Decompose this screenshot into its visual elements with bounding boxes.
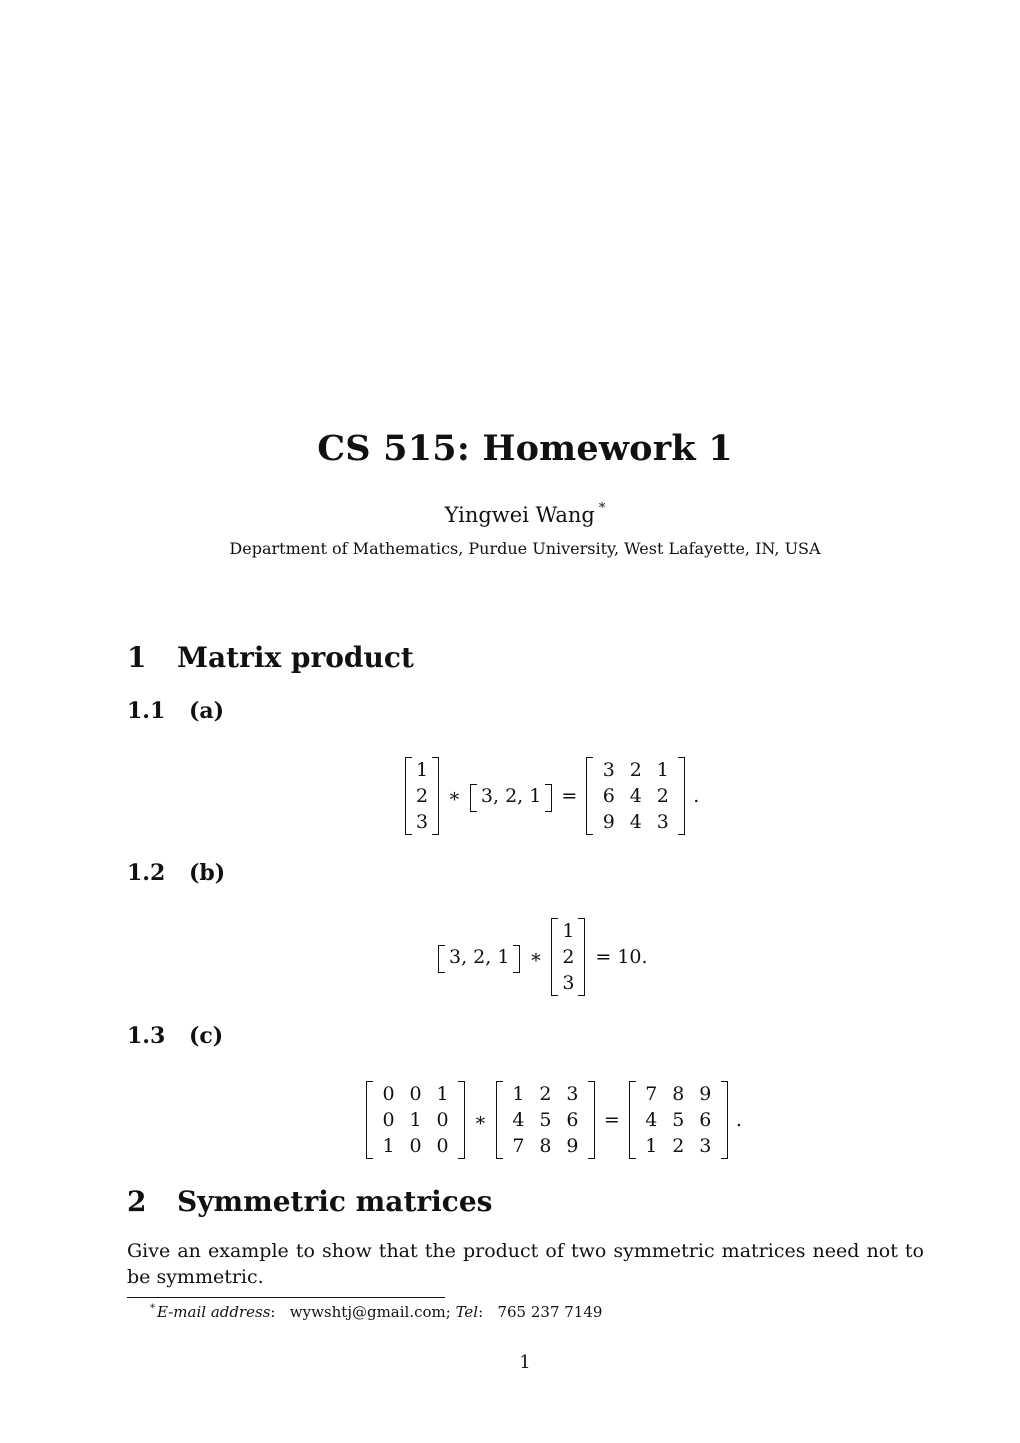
equals-sign: = — [603, 1109, 620, 1131]
tel-label: Tel — [455, 1303, 479, 1321]
paper-title: CS 515: Homework 1 — [317, 428, 733, 469]
permutation-matrix: 0 0 1 0 1 0 1 0 0 — [382, 1083, 449, 1157]
author-line — [0, 503, 1020, 527]
subsection-heading-1-3 — [127, 1023, 223, 1049]
input-matrix: 1 2 3 4 5 6 7 8 9 — [512, 1083, 579, 1157]
subsection-title: (a) — [189, 698, 225, 724]
equals-sign: = — [561, 785, 578, 807]
section-heading-1 — [127, 641, 414, 674]
product-operator: ∗ — [474, 1109, 487, 1131]
section-title: Matrix product — [177, 641, 414, 674]
column-vector: 1 2 3 — [415, 759, 429, 833]
equation-result: = 10. — [595, 946, 648, 968]
section-2-paragraph: Give an example to show that the product of two symmetric matrices need not to be symmetric. — [127, 1240, 924, 1288]
subsection-title: (b) — [189, 860, 226, 886]
equation-b — [438, 918, 648, 996]
footnote-mark: * — [150, 1303, 155, 1314]
row-vector: 3, 2, 1 — [449, 946, 510, 968]
subsection-number: 1.1 — [127, 698, 166, 724]
equation-period: . — [693, 785, 700, 807]
author-name: Yingwei Wang — [444, 503, 595, 527]
result-matrix: 7 8 9 4 5 6 1 2 3 — [645, 1083, 712, 1157]
product-operator: ∗ — [448, 785, 461, 807]
subsection-heading-1-2 — [127, 860, 225, 886]
footnote: * E-mail address: wywshtj@gmail.com; Tel: 765 237 7149 — [150, 1303, 603, 1321]
column-vector: 1 2 3 — [562, 920, 575, 994]
author-affiliation: Department of Mathematics, Purdue University, West Lafayette, IN, USA — [229, 539, 821, 558]
section-number: 1 — [127, 641, 147, 674]
author-footnote-mark: * — [598, 501, 606, 516]
telephone-number: 765 237 7149 — [497, 1303, 603, 1321]
footnote-rule — [127, 1297, 445, 1298]
product-operator: ∗ — [529, 946, 543, 968]
section-heading-2 — [127, 1185, 492, 1218]
subsection-number: 1.3 — [127, 1023, 166, 1049]
result-matrix: 3 2 1 6 4 2 9 4 3 — [602, 759, 669, 833]
subsection-number: 1.2 — [127, 860, 166, 886]
subsection-title: (c) — [189, 1023, 224, 1049]
subsection-heading-1-1 — [127, 698, 224, 724]
email-address: wywshtj@gmail.com; — [289, 1303, 451, 1321]
equation-a — [405, 757, 699, 835]
email-label: E-mail address — [157, 1303, 271, 1321]
row-vector: 3, 2, 1 — [480, 785, 542, 807]
page-number: 1 — [519, 1352, 531, 1373]
section-number: 2 — [127, 1185, 147, 1218]
equation-c — [366, 1081, 742, 1159]
equation-period: . — [735, 1109, 742, 1131]
section-title: Symmetric matrices — [177, 1185, 493, 1218]
